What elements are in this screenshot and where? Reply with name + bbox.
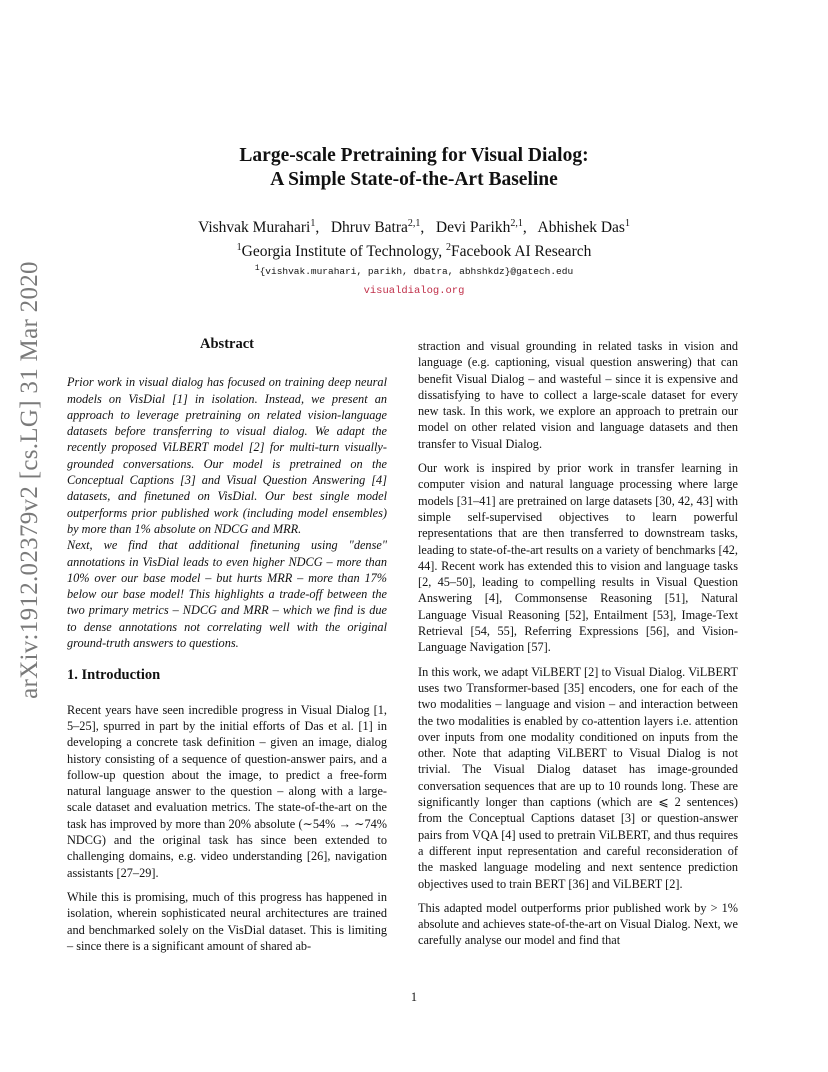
author-affil-mark: 2,1 xyxy=(407,218,421,229)
author-name: Devi Parikh xyxy=(435,219,511,237)
email-list: {vishvak.murahari, parikh, dbatra, abhshkdz}@gatech.edu xyxy=(259,266,574,278)
abstract-paragraph: Next, we find that additional finetuning using "dense" annotations in VisDial leads to even higher NDCG – more than 10% over our base model – but hurts MRR – more than 17% below our base model! This highlights a trade-off between the two primary metrics – NDCG and MRR – which we find is due to dense annotations not correlating well with the original ground-truth answers to questions. xyxy=(67,538,387,651)
page-number: 1 xyxy=(410,990,418,1004)
website-link[interactable]: visualdialog.org xyxy=(363,285,465,297)
title-line-1: Large-scale Pretraining for Visual Dialog: xyxy=(239,145,589,166)
author-emails xyxy=(0,264,828,277)
email-affil-mark: 1 xyxy=(254,264,260,273)
right-column xyxy=(418,338,738,957)
arxiv-stamp xyxy=(8,261,52,699)
affil-mark: 1 xyxy=(236,242,242,254)
arxiv-stamp-text: arXiv:1912.02379v2 [cs.LG] 31 Mar 2020 xyxy=(16,261,43,699)
title-line-2: A Simple State-of-the-Art Baseline xyxy=(270,169,558,190)
affil-mark: 2 xyxy=(446,242,452,254)
body-paragraph: In this work, we adapt ViLBERT [2] to Visual Dialog. ViLBERT uses two Transformer-based [35] encoders, one for each of the two modalities – language and vision – and interaction between the two modalities is enabled by co-attention layers i.e. attention over inputs from one modality conditioned on inputs from the other. Note that adapting ViLBERT to Visual Dialog is not trivial. The Visual Dialog dataset has image-grounded conversation sequences that are up to 10 rounds long. These are significantly longer than captions (which are ⩽ 2 sentences) from the Conceptual Captions dataset [3] or question-answer pairs from VQA [4] used to pretrain ViLBERT, and thus requires a different input representation and careful reconsideration of the masked language modeling and next sentence prediction objectives used to train BERT [36] and ViLBERT [2]. xyxy=(418,664,738,891)
body-paragraph: Recent years have seen incredible progress in Visual Dialog [1, 5–25], spurred in part by the initial efforts of Das et al. [1] in developing a concrete task definition – given an image, dialog history consisting of a sequence of question-answer pairs, and a follow-up question about the image, to predict a free-form natural language answer to the question – along with a large-scale dataset and evaluation metrics. The state-of-the-art on the task has improved by more than 20% absolute (∼54% → ∼74% NDCG) and the original task has since been extended to challenging domains, e.g. video understanding [26], navigation assistants [27–29]. xyxy=(67,702,387,880)
author-name: Vishvak Murahari xyxy=(198,219,311,237)
section-heading-introduction: 1. Introduction xyxy=(67,667,161,684)
author-affil-mark: 1 xyxy=(310,218,316,229)
author-block xyxy=(0,214,828,262)
affiliation-2: Facebook AI Research xyxy=(451,243,592,261)
affiliations xyxy=(0,238,828,262)
abstract-body xyxy=(67,374,387,651)
abstract-paragraph: Prior work in visual dialog has focused on training deep neural models on VisDial [1] in isolation. Instead, we present an approach to leverage pretraining on related vision-language datasets before transferring to visual dialog. We adapt the recently proposed ViLBERT model [2] for multi-turn visually-grounded conversations. Our model is pretrained on the Conceptual Captions [3] and Visual Question Answering [4] datasets, and finetuned on VisDial. Our best single model outperforms prior published work (including model ensembles) by more than 1% absolute on NDCG and MRR. xyxy=(67,375,387,536)
author-affil-mark: 2,1 xyxy=(510,218,523,229)
author-name: Abhishek Das xyxy=(537,219,625,237)
author-list: Vishvak Murahari$^1$, Dhruv Batra$^{2,1}$, Devi Parikh$^{2,1}$, Abhishek Das$^1$ xyxy=(198,218,630,237)
body-paragraph: straction and visual grounding in related tasks in vision and language (e.g. captioning, visual question answering) that can benefit Visual Dialog – and wasteful – since it is expensive and dissatisfying to have to collect a large-scale dataset for every new task. In this work, we explore an approach to pretrain our model on other related vision and language datasets and then transfer to Visual Dialog. xyxy=(418,339,738,451)
author-affil-mark: 1 xyxy=(624,218,630,229)
affiliation-1: Georgia Institute of Technology, xyxy=(241,243,447,261)
author-name: Dhruv Batra xyxy=(330,219,408,237)
body-paragraph: This adapted model outperforms prior published work by > 1% absolute and achieves state-of-the-art on Visual Dialog. Next, we carefully analyse our model and find that xyxy=(418,900,739,948)
abstract-heading: Abstract xyxy=(200,336,254,352)
body-paragraph: Our work is inspired by prior work in transfer learning in computer vision and natural language processing where large models [31–41] are pretrained on large datasets [30, 42, 43] with simple self-supervised objectives to learn powerful representations that are then transferred to downstream tasks, leading to state-of-the-art results on a variety of benchmarks [42, 44]. Recent work has extended this to vision and language tasks [2, 45–50], leading to compelling results in Visual Question Answering [4], Commonsense Reasoning [51], Natural Language Visual Reasoning [52], Entailment [53], Image-Text Retrieval [54, 55], Referring Expressions [56], and Vision-Language Navigation [57]. xyxy=(418,461,738,655)
paper-title xyxy=(0,144,828,192)
left-column xyxy=(67,336,387,962)
body-paragraph: While this is promising, much of this progress has happened in isolation, wherein sophisticated neural architectures are trained and benchmarked solely on the VisDial dataset. This is limiting – since there is a significant amount of shared ab- xyxy=(67,889,387,953)
